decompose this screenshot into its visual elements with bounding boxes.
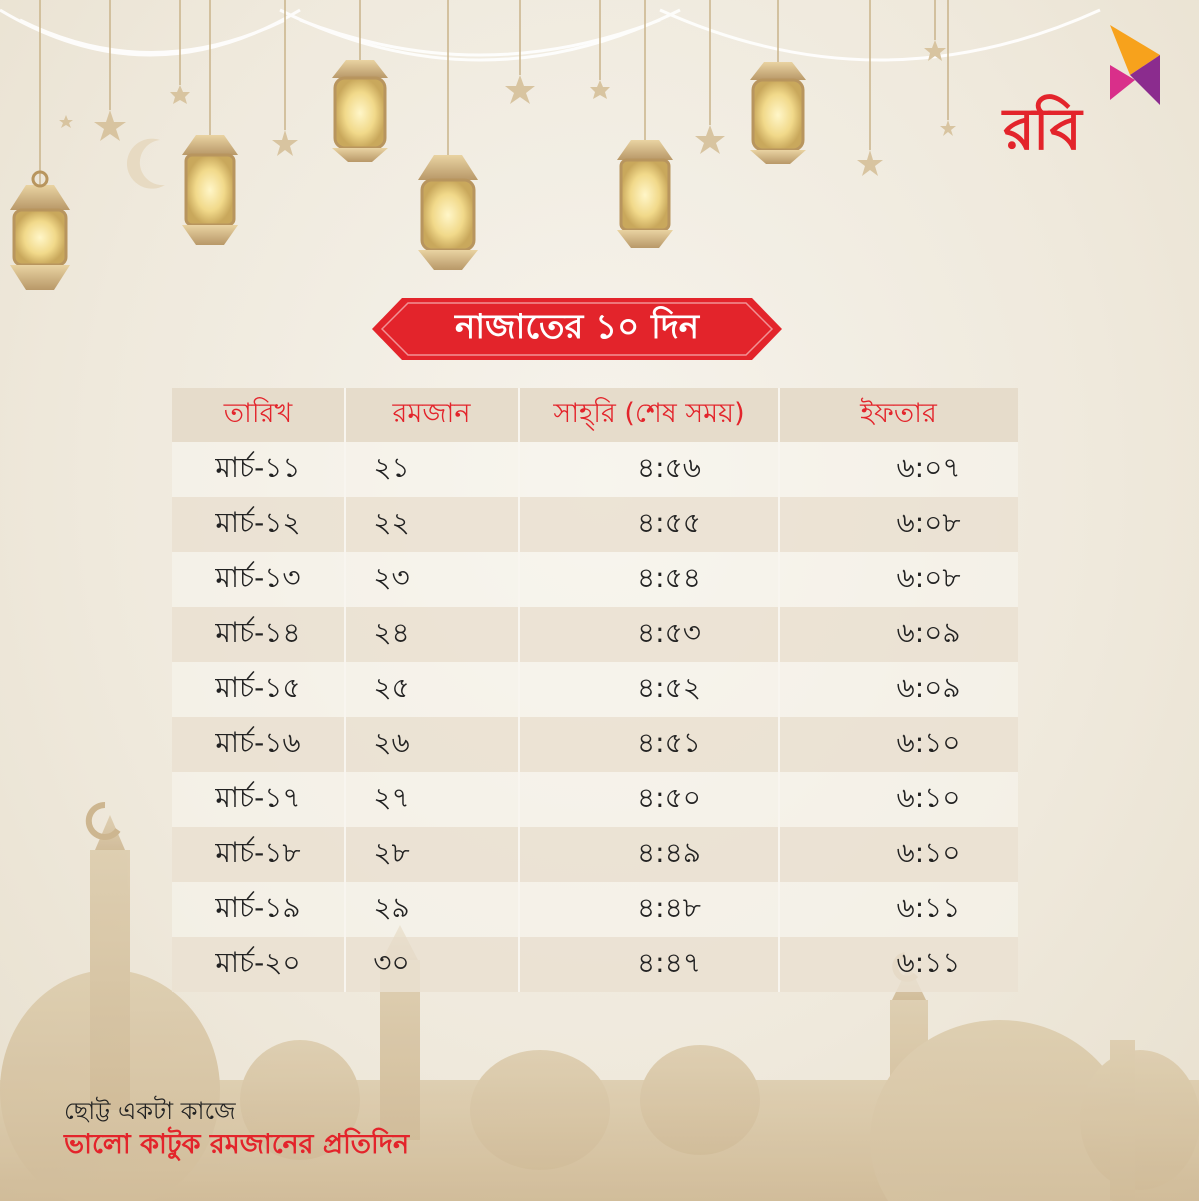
header-date: তারিখ [223,397,293,429]
header-ramadan: রমজান [392,397,471,429]
cell-iftar: ৬:০৭ [896,451,961,484]
cell-date: মার্চ-১৩ [215,561,301,594]
cell-date: মার্চ-১৬ [215,726,301,759]
cell-date: মার্চ-১৪ [215,616,301,649]
cell-date: মার্চ-১৫ [215,671,301,704]
ramadan-timetable [172,388,1018,992]
table-row [172,717,1018,772]
table-row [172,497,1018,552]
cell-ramadan: ২৯ [373,891,410,924]
brand-name: রবি [1003,95,1080,163]
cell-sehri: ৪:৪৮ [637,891,701,924]
cell-date: মার্চ-১৭ [215,781,301,814]
footer-slogan: ভালো কাটুক রমজানের প্রতিদিন [64,1129,410,1160]
cell-ramadan: ২৭ [373,781,410,814]
cell-date: মার্চ-১৯ [215,891,301,924]
cell-iftar: ৬:০৯ [896,671,961,704]
cell-iftar: ৬:১১ [896,946,961,979]
cell-sehri: ৪:৫১ [637,726,701,759]
cell-iftar: ৬:০৮ [896,506,961,539]
table-row [172,827,1018,882]
cell-sehri: ৪:৫৫ [637,506,701,539]
table-row [172,882,1018,937]
table-row [172,442,1018,497]
cell-ramadan: ২২ [373,506,410,539]
cell-sehri: ৪:৫৩ [637,616,701,649]
cell-ramadan: ৩০ [373,946,410,979]
cell-sehri: ৪:৫৬ [637,451,701,484]
header-iftar: ইফতার [860,397,937,429]
cell-iftar: ৬:১০ [896,781,961,814]
page-title: নাজাতের ১০ দিন [454,306,700,347]
cell-date: মার্চ-২০ [215,946,301,979]
table-row [172,937,1018,992]
cell-date: মার্চ-১২ [215,506,301,539]
cell-date: মার্চ-১১ [215,451,301,484]
cell-sehri: ৪:৫৪ [637,561,701,594]
cell-iftar: ৬:০৮ [896,561,961,594]
lantern-icons [10,60,806,290]
cell-date: মার্চ-১৮ [215,836,301,869]
cell-ramadan: ২৪ [373,616,410,649]
cell-sehri: ৪:৪৭ [637,946,701,979]
footer-tagline: ছোট্ট একটা কাজে [64,1097,236,1125]
cell-iftar: ৬:০৯ [896,616,961,649]
cell-ramadan: ২৬ [373,726,410,759]
cell-iftar: ৬:১০ [896,836,961,869]
cell-sehri: ৪:৪৯ [637,836,701,869]
header-sehri: সাহ্‌রি (শেষ সময়) [553,397,745,429]
cell-sehri: ৪:৫০ [637,781,701,814]
cell-ramadan: ২১ [373,451,410,484]
cell-iftar: ৬:১১ [896,891,961,924]
cell-ramadan: ২৫ [373,671,410,704]
table-header-row [172,388,1018,442]
table-row [172,552,1018,607]
table-row [172,662,1018,717]
table-row [172,772,1018,827]
cell-sehri: ৪:৫২ [637,671,701,704]
cell-iftar: ৬:১০ [896,726,961,759]
cell-ramadan: ২৮ [373,836,410,869]
cell-ramadan: ২৩ [373,561,410,594]
table-row [172,607,1018,662]
